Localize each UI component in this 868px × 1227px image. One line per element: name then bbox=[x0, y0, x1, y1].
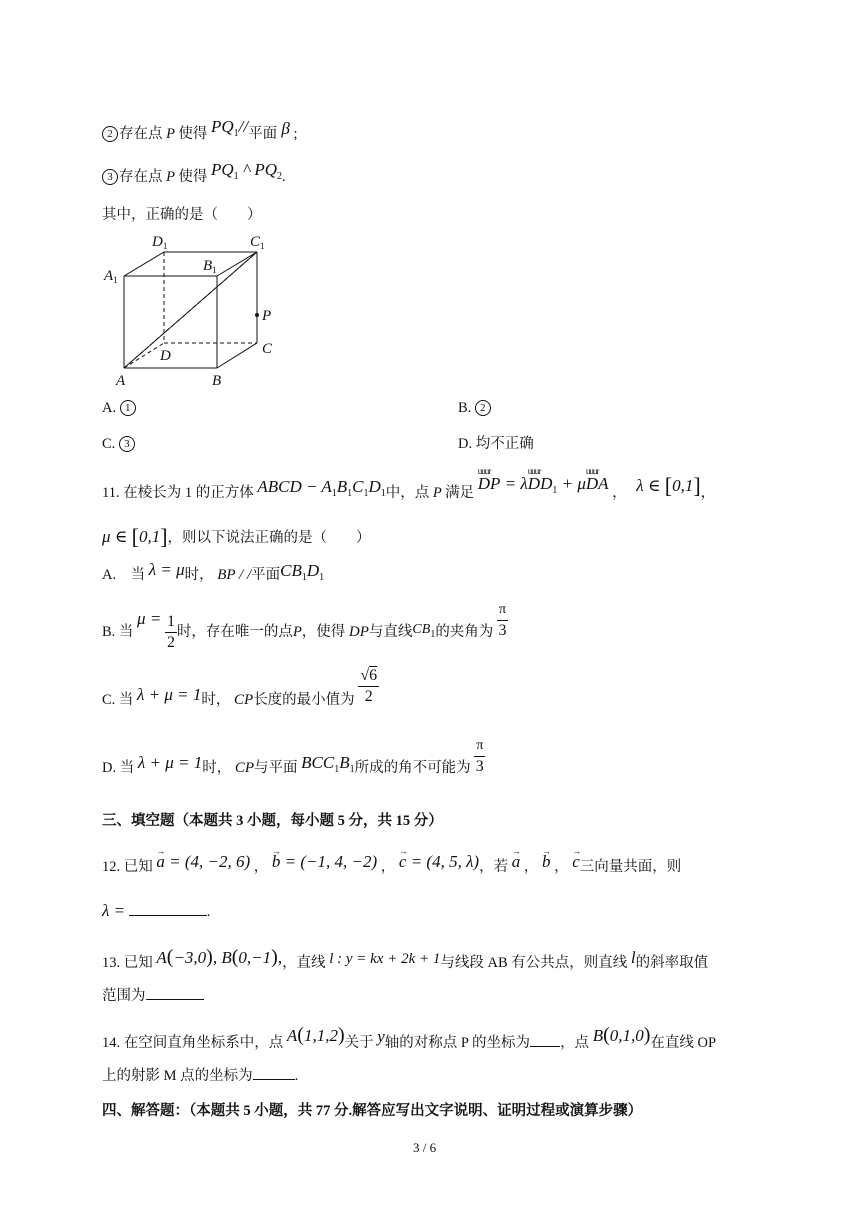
text: 轴的对称点 P 的坐标为 bbox=[384, 1035, 531, 1051]
q10-choice-c bbox=[102, 434, 136, 454]
q10-ask: 其中，正确的是（ ） bbox=[102, 207, 262, 223]
text: ，使得 bbox=[301, 623, 346, 640]
text: 12. bbox=[102, 859, 124, 875]
text: 所成的角不可能为 bbox=[354, 759, 471, 776]
q13-line2 bbox=[102, 986, 204, 1006]
q12-stem: 12. 已知 → a = (4, −2, 6) ， → b = (−1, 4, −2) ， → c = (4, 5, λ)，若 → a ， → b ， → c三向量共面，则 bbox=[102, 856, 681, 877]
section-3-heading: 三、填空题（本题共 3 小题，每小题 5 分，共 15 分） bbox=[102, 813, 443, 829]
text: 满足 bbox=[445, 485, 475, 501]
text: 在棱长为 1 的正方体 bbox=[123, 485, 254, 501]
q10-option-3: 3 存在点 P 使得 $PQ_1$ ^ $PQ_2$. bbox=[102, 166, 286, 193]
text: 已知 bbox=[123, 955, 153, 971]
text: 已知 bbox=[123, 859, 153, 875]
text: 13. bbox=[102, 955, 124, 971]
q14-stem: 14. 在空间直角坐标系中，点 A(1,1,2)关于 y轴的对称点 P 的坐标为 ，点 B(0,1,0)在直线 OP bbox=[102, 1024, 717, 1051]
q11-option-d: D. 当 λ + μ = 1时， CP与平面 $BCC_1B_1$所成的角不可能为 $\frac{\pi}{3}$ bbox=[102, 738, 484, 776]
answer-blank[interactable] bbox=[146, 999, 204, 1000]
q11-option-c: C. 当 λ + μ = 1时， CP长度的最小值为 $\frac{√6}{2}$ bbox=[102, 667, 378, 708]
text: 时， bbox=[201, 691, 231, 708]
q13-stem: 13. 已知 A(−3,0), B(0,−1),，直线 l : y = kx + 2k + 1与线段 AB 有公共点，则直线 l的斜率取值 bbox=[102, 946, 709, 971]
q11-option-a: A. 当 λ = μ时， BP / /平面$CB_1D_1$ bbox=[102, 560, 325, 583]
text: 在空间直角坐标系中，点 bbox=[123, 1035, 284, 1051]
text: ，则以下说法正确的是（ ） bbox=[167, 530, 371, 546]
label-A1: $A_1$ bbox=[104, 268, 118, 285]
q10-choice-a bbox=[102, 398, 137, 418]
text: 平面 bbox=[251, 567, 281, 583]
q10-choice-d: D. 均不正确 bbox=[458, 436, 534, 452]
text: 三向量共面，则 bbox=[579, 859, 682, 875]
text: C. bbox=[102, 436, 119, 452]
text: 的夹角为 bbox=[435, 623, 494, 640]
q14-line2: 上的射影 M 点的坐标为 . bbox=[102, 1068, 299, 1084]
text: 时， bbox=[202, 759, 232, 776]
text: 与线段 AB 有公共点，则直线 bbox=[440, 955, 628, 971]
text: 时， bbox=[184, 567, 214, 583]
text: 11. bbox=[102, 485, 124, 501]
text: 存在点 bbox=[119, 169, 163, 185]
text: 时，存在唯一的点 bbox=[176, 623, 293, 640]
text: 存在点 bbox=[119, 126, 163, 142]
text: 长度的最小值为 bbox=[253, 691, 355, 708]
text: B. bbox=[458, 400, 475, 416]
text: 的斜率取值 bbox=[635, 955, 709, 971]
text: 关于 bbox=[344, 1035, 374, 1051]
cube-figure bbox=[100, 228, 290, 390]
text: 使得 bbox=[178, 169, 208, 185]
answer-blank[interactable] bbox=[129, 915, 207, 916]
text: ，点 bbox=[560, 1035, 590, 1051]
text: 使得 bbox=[178, 126, 208, 142]
label-C1: $C_1$ bbox=[250, 234, 265, 251]
label-B: B bbox=[212, 373, 222, 389]
text: ，直线 bbox=[282, 955, 326, 971]
q11-option-b: B. 当 μ = $\frac{1}{2}$ 时，存在唯一的点P，使得 DP与直线$CB_1$的夹角为 $\frac{\pi}{3}$ bbox=[102, 602, 507, 651]
q10-option-2: 2 存在点 P 使得 $PQ_1//$平面 β ; bbox=[102, 123, 297, 150]
label-B1: $B_1$ bbox=[203, 258, 217, 275]
text: 与直线 bbox=[368, 623, 413, 640]
label-D1: $D_1$ bbox=[152, 234, 168, 251]
page-number: 3 / 6 bbox=[413, 1140, 437, 1155]
text: 平面 bbox=[248, 126, 278, 142]
circled-2: 2 bbox=[102, 126, 118, 142]
q10-choice-b bbox=[458, 398, 492, 418]
text: 上的射影 M 点的坐标为 bbox=[102, 1068, 253, 1084]
circled-1: 1 bbox=[120, 400, 136, 416]
text: 14. bbox=[102, 1035, 124, 1051]
label-P: P bbox=[262, 308, 272, 324]
text: 范围为 bbox=[102, 988, 146, 1004]
text: 中，点 bbox=[385, 485, 430, 501]
circled-2: 2 bbox=[475, 400, 491, 416]
q11-stem: 11. 在棱长为 1 的正方体 ABCD − $A_1B_1C_1D_1$中，点 P 满足 uuur DP = λuuur $DD_1$ + μuuur DA ， λ ∈ [0,1]， bbox=[102, 482, 715, 509]
label-C: C bbox=[262, 341, 273, 357]
text: 与平面 bbox=[254, 759, 298, 776]
answer-blank[interactable] bbox=[253, 1079, 295, 1080]
text: 在直线 OP bbox=[650, 1035, 717, 1051]
q11-stem-line2: μ ∈ [0,1]，则以下说法正确的是（ ） bbox=[102, 524, 371, 549]
text: A. bbox=[102, 400, 120, 416]
text: ，若 bbox=[479, 859, 509, 875]
q12-answer-line: λ = . bbox=[102, 901, 211, 920]
answer-blank[interactable] bbox=[530, 1046, 560, 1047]
label-D: D bbox=[160, 348, 171, 364]
circled-3: 3 bbox=[119, 436, 135, 452]
circled-3: 3 bbox=[102, 169, 118, 185]
label-A: A bbox=[116, 373, 126, 389]
section-4-heading: 四、解答题：（本题共 5 小题，共 77 分.解答应写出文字说明、证明过程或演算步骤） bbox=[102, 1103, 643, 1119]
